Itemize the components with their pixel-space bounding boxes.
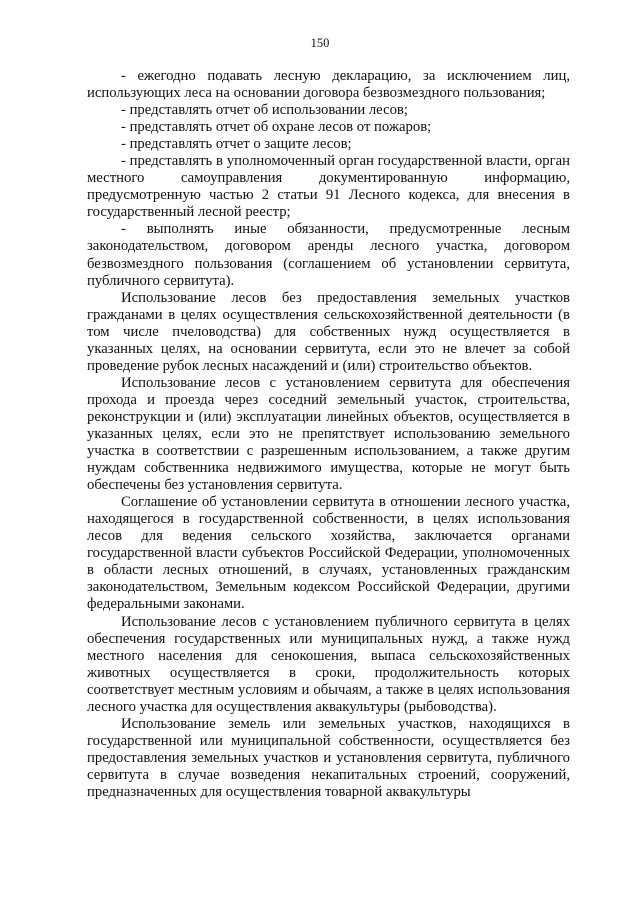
paragraph-8: Использование лесов с установлением сервитута для обеспечения прохода и проезда через соседний земельный участок, строительства, реконструкции и (или) эксплуатации линейных объектов, осуществляется в указанных целях, если это не препятствует использованию земельного участка в соответствии с разрешенным использованием, а также другим нуждам собственника недвижимого имущества, которые не могут быть обеспечены без установления сервитута. <box>87 374 570 494</box>
body-text <box>87 68 570 801</box>
paragraph-6: - выполнять иные обязанности, предусмотренные лесным законодательством, договором аренды лесного участка, договором безвозмездного пользования (соглашением об установлении сервитута, публичного сервитута). <box>87 221 570 289</box>
paragraph-11: Использование земель или земельных участков, находящихся в государственной или муниципальной собственности, осуществляется без предоставления земельных участков и установления сервитута, публичного сервитута в случае возведения некапитальных строений, сооружений, предназначенных для осуществления товарной аквакультуры <box>87 715 570 800</box>
page-number: 150 <box>310 36 330 50</box>
paragraph-1: - ежегодно подавать лесную декларацию, за исключением лиц, использующих леса на основании договора безвозмездного пользования; <box>87 68 570 102</box>
paragraph-2: - представлять отчет об использовании лесов; <box>121 102 408 119</box>
paragraph-9: Соглашение об установлении сервитута в отношении лесного участка, находящегося в государственной собственности, в целях использования лесов для ведения сельского хозяйства, заключается органами государственной власти субъектов Российской Федерации, уполномоченных в области лесных отношений, в случаях, установленных гражданским законодательством, Земельным кодексом Российской Федерации, другими федеральными законами. <box>87 494 570 613</box>
paragraph-7: Использование лесов без предоставления земельных участков гражданами в целях осуществления сельскохозяйственной деятельности (в том числе пчеловодства) для собственных нужд осуществляется в указанных целях, на основании сервитута, если это не влечет за собой проведение рубок лесных насаждений и (или) строительство объектов. <box>87 289 570 374</box>
paragraph-3: - представлять отчет об охране лесов от пожаров; <box>121 119 432 136</box>
paragraph-5: - представлять в уполномоченный орган государственной власти, орган местного самоуправления документированную информацию, предусмотренную частью 2 статьи 91 Лесного кодекса, для внесения в государственный лесной реестр; <box>87 153 570 221</box>
paragraph-10: Использование лесов с установлением публичного сервитута в целях обеспечения государственных или муниципальных нужд, а также нужд местного населения для сенокошения, выпаса сельскохозяйственных животных осуществляется в сроки, продолжительность которых соответствует местным условиям и обычаям, а также в целях использования лесного участка для осуществления аквакультуры (рыбоводства). <box>87 613 570 715</box>
paragraph-4: - представлять отчет о защите лесов; <box>121 136 352 153</box>
